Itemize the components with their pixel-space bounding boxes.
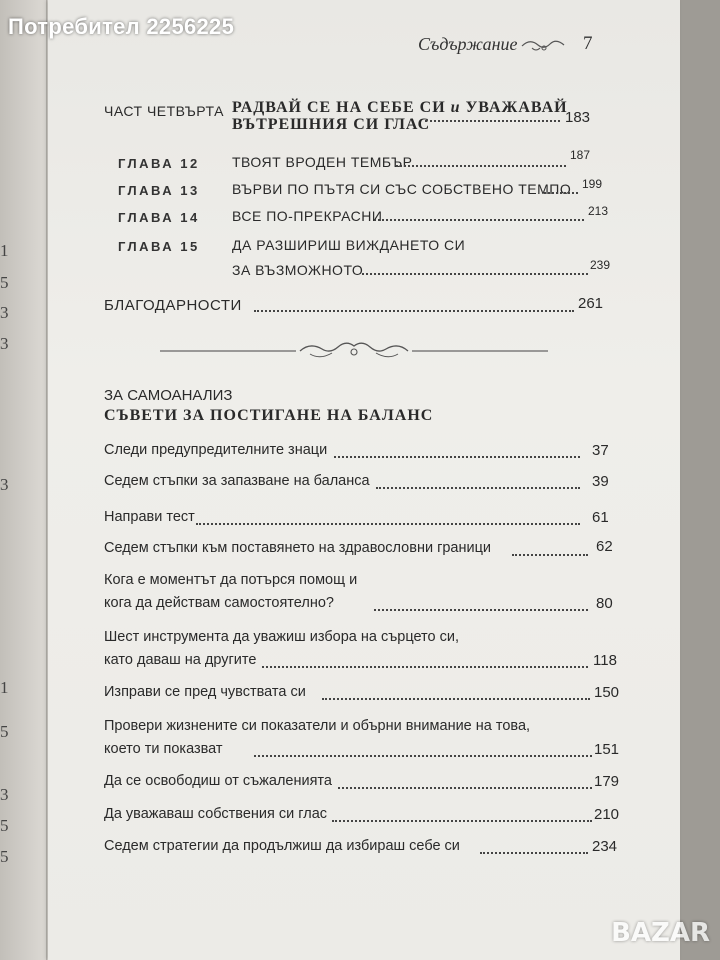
item-page: 62 [596, 538, 613, 555]
left-mark: 3 [0, 334, 9, 353]
list-item-line2: кога да действам самостоятелно? [104, 595, 334, 611]
part-title-line2: ВЪТРЕШНИЯ СИ ГЛАС [232, 116, 431, 133]
page-number: 7 [583, 33, 593, 54]
chapter-title: ВЪРВИ ПО ПЪТЯ СИ СЪС СОБСТВЕНО ТЕМПО [232, 181, 572, 197]
running-title: Съдържание [418, 34, 518, 54]
chapter-page: 187 [570, 148, 591, 162]
item-page: 61 [592, 509, 609, 526]
part-title-a: РАДВАЙ СЕ НА СЕБЕ СИ [232, 99, 446, 116]
dot-leader [425, 120, 560, 122]
left-mark: 3 [0, 785, 9, 804]
part-title [232, 99, 568, 117]
item-page: 151 [594, 741, 620, 758]
list-item-line2: което ти показват [104, 741, 223, 757]
dot-leader [544, 192, 578, 194]
list-item: Направи тест [104, 509, 195, 525]
chapter-label: ГЛАВА 15 [118, 239, 200, 254]
item-page: 234 [592, 838, 618, 855]
part-page: 183 [565, 109, 591, 126]
flourish-icon [520, 36, 568, 54]
chapter-label: ГЛАВА 13 [118, 183, 200, 198]
list-item: Да се освободиш от съжаленията [104, 773, 332, 789]
part-label: ЧАСТ ЧЕТВЪРТА [104, 103, 224, 119]
chapter-label: ГЛАВА 14 [118, 210, 200, 225]
dot-leader [254, 310, 574, 312]
left-page-marks [0, 0, 46, 960]
left-mark: 5 [0, 847, 9, 866]
bazar-logo: BAZAR [611, 918, 710, 948]
item-page: 118 [593, 652, 617, 669]
list-item-line2: като даваш на другите [104, 652, 257, 668]
list-item: Шест инструмента да уважиш избора на сърцето си, [104, 629, 460, 645]
item-page: 80 [596, 595, 613, 612]
chapter-page: 213 [588, 204, 609, 218]
chapter-title-line2: ЗА ВЪЗМОЖНОТО [232, 262, 364, 278]
chapter-page: 239 [590, 258, 611, 272]
item-page: 39 [592, 473, 609, 490]
chapter-label: ГЛАВА 12 [118, 156, 200, 171]
left-mark: 5 [0, 273, 9, 292]
list-item: Провери жизнените си показатели и обърни внимание на това, [104, 718, 531, 734]
self-analysis-label: ЗА САМОАНАЛИЗ [104, 387, 233, 404]
part-title-conj: и [450, 99, 461, 116]
item-page: 179 [594, 773, 620, 790]
left-mark: 1 [0, 241, 9, 260]
left-mark: 3 [0, 303, 9, 322]
chapter-title: ДА РАЗШИРИШ ВИЖДАНЕТО СИ [232, 237, 466, 253]
dot-leader [376, 487, 580, 489]
dot-leader [334, 456, 580, 458]
acknowledgements-page: 261 [578, 295, 604, 312]
dot-leader [374, 609, 588, 611]
list-item: Изправи се пред чувствата си [104, 684, 306, 700]
list-item: Седем стъпки към поставянето на здравословни граници [104, 540, 492, 556]
chapter-title: ВСЕ ПО-ПРЕКРАСНИ [232, 208, 383, 224]
dot-leader [396, 165, 566, 167]
dot-leader [322, 698, 590, 700]
watermark-text: Потребител 2256225 [8, 14, 235, 39]
list-item: Кога е моментът да потърся помощ и [104, 572, 358, 588]
item-page: 150 [594, 684, 620, 701]
acknowledgements-title: БЛАГОДАРНОСТИ [104, 297, 242, 314]
ornament-divider-icon [160, 338, 548, 364]
left-mark: 3 [0, 475, 9, 494]
dot-leader [374, 219, 584, 221]
list-item: Да уважаваш собствения си глас [104, 806, 328, 822]
dot-leader [262, 666, 588, 668]
dot-leader [196, 523, 580, 525]
left-mark: 5 [0, 722, 9, 741]
dot-leader [480, 852, 588, 854]
dot-leader [512, 554, 588, 556]
item-page: 37 [592, 442, 609, 459]
chapter-title: ТВОЯТ ВРОДЕН ТЕМБЪР [232, 154, 413, 170]
dot-leader [332, 820, 592, 822]
list-item: Седем стратегии да продължиш да избираш себе си [104, 838, 460, 854]
part-title-b: УВАЖАВАЙ [465, 99, 568, 116]
left-mark: 5 [0, 816, 9, 835]
dot-leader [338, 787, 592, 789]
list-item: Седем стъпки за запазване на баланса [104, 473, 370, 489]
dot-leader [254, 755, 592, 757]
background-right [680, 0, 720, 960]
dot-leader [362, 273, 588, 275]
list-item: Следи предупредителните знаци [104, 442, 328, 458]
chapter-page: 199 [582, 177, 603, 191]
self-analysis-title: СЪВЕТИ ЗА ПОСТИГАНЕ НА БАЛАНС [104, 407, 434, 424]
left-mark: 1 [0, 678, 9, 697]
item-page: 210 [594, 806, 620, 823]
